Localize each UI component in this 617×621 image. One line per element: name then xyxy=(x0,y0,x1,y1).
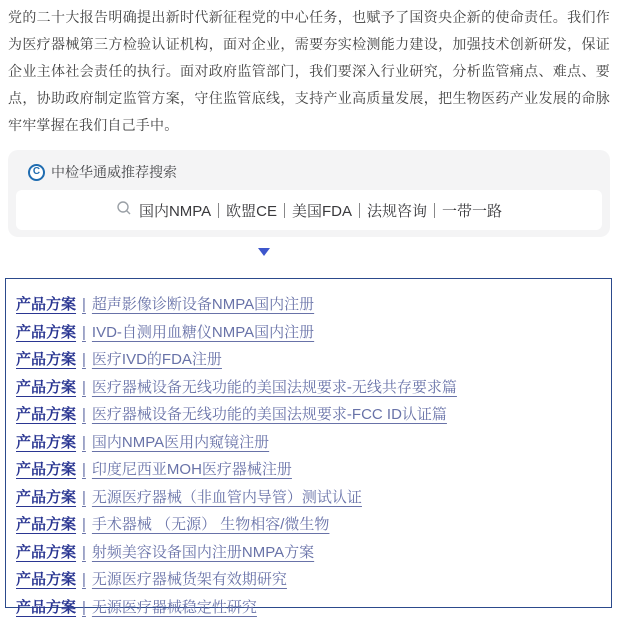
search-input[interactable] xyxy=(16,190,602,230)
list-item xyxy=(6,484,611,512)
product-link-endoscope-nmpa[interactable]: 产品方案 | 国内NMPA医用内窥镜注册 xyxy=(16,434,269,451)
product-link-shelf-life-study[interactable]: 产品方案 | 无源医疗器械货架有效期研究 xyxy=(16,571,287,588)
chevron-down-icon[interactable] xyxy=(258,248,270,256)
search-keywords: 国内NMPA｜欧盟CE｜美国FDA｜法规咨询｜一带一路 xyxy=(139,200,502,221)
product-link-stability-study[interactable]: 产品方案 | 无源医疗器械稳定性研究 xyxy=(16,599,257,616)
list-item xyxy=(6,319,611,347)
product-link-ivd-glucometer-nmpa[interactable]: 产品方案 | IVD-自测用血糖仪NMPA国内注册 xyxy=(16,324,314,341)
list-item xyxy=(6,429,611,457)
list-item xyxy=(6,594,611,621)
list-item xyxy=(6,456,611,484)
list-item xyxy=(6,291,611,319)
list-item xyxy=(6,539,611,567)
product-link-rf-beauty-nmpa[interactable]: 产品方案 | 射频美容设备国内注册NMPA方案 xyxy=(16,544,314,561)
search-icon xyxy=(116,200,132,221)
product-solution-list xyxy=(5,278,612,608)
product-link-surgical-instruments-bio[interactable]: 产品方案 | 手术器械 （无源） 生物相容/微生物 xyxy=(16,516,329,533)
product-link-ultrasound-nmpa[interactable]: 产品方案 | 超声影像诊断设备NMPA国内注册 xyxy=(16,296,314,313)
intro-paragraph: 党的二十大报告明确提出新时代新征程党的中心任务，也赋予了国资央企新的使命责任。我们作为医疗器械第三方检验认证机构，面对企业，需要夯实检测能力建设，加强技术创新研发，保证企业主体社会责任的执行。面对政府监管部门，我们要深入行业研究，分析监管痛点、难点、要点，协助政府制定监管方案，守住监管底线，支持产业高质量发展，把生物医药产业发展的命脉牢牢掌握在我们自己手中。 xyxy=(8,4,610,139)
list-item xyxy=(6,346,611,374)
list-item xyxy=(6,374,611,402)
product-link-fcc-id[interactable]: 产品方案 | 医疗器械设备无线功能的美国法规要求-FCC ID认证篇 xyxy=(16,406,447,423)
list-item xyxy=(6,511,611,539)
product-link-passive-device-test[interactable]: 产品方案 | 无源医疗器械（非血管内导管）测试认证 xyxy=(16,489,362,506)
product-link-ivd-fda[interactable]: 产品方案 | 医疗IVD的FDA注册 xyxy=(16,351,222,368)
list-item xyxy=(6,566,611,594)
brand-row xyxy=(16,162,602,182)
recommended-search-panel xyxy=(8,150,610,237)
product-link-wireless-coexistence[interactable]: 产品方案 | 医疗器械设备无线功能的美国法规要求-无线共存要求篇 xyxy=(16,379,457,396)
list-item xyxy=(6,401,611,429)
brand-label: 中检华通威推荐搜索 xyxy=(51,162,177,182)
product-list xyxy=(6,291,611,621)
ccic-logo-icon: C xyxy=(28,164,45,181)
expand-row xyxy=(0,248,617,256)
product-link-indonesia-moh[interactable]: 产品方案 | 印度尼西亚MOH医疗器械注册 xyxy=(16,461,292,478)
